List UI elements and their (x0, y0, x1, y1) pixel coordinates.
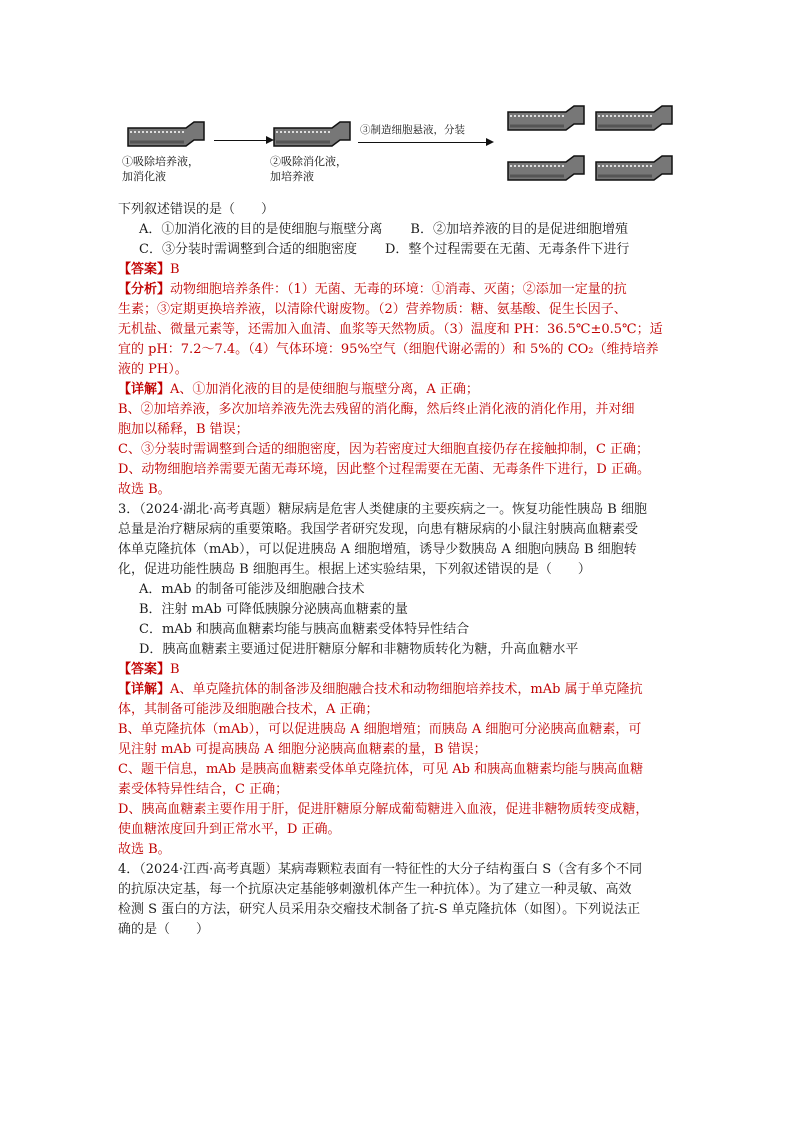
q3-detail-line: C、题干信息，mAb 是胰高血糖素受体单克隆抗体，可见 Ab 和胰高血糖素均能与胰高血糖 (118, 762, 644, 777)
q2-options-row2 (118, 240, 678, 260)
q2-options-row1 (118, 220, 678, 240)
q4-stem-line: 的抗原决定基，每一个抗原决定基能够刺激机体产生一种抗体）。为了建立一种灵敏、高效 (118, 882, 632, 897)
step2-label: ②吸除消化液， 加培养液 (270, 155, 347, 183)
step3-label: ③制造细胞悬液，分装 (360, 124, 465, 136)
culture-flask-icon (504, 102, 588, 132)
q2-detail-line: 胞加以稀释，B 错误； (118, 422, 249, 437)
q2-analysis-line: 宜的 pH：7.2～7.4。（4）气体环境：95%空气（细胞代谢必需的）和 5%的 CO₂（维持培养 (118, 342, 659, 357)
cell-culture-figure (118, 96, 678, 192)
q3-stem-line: 化，促进功能性胰岛 B 细胞再生。根据上述实验结果，下列叙述错误的是（ ） (118, 562, 591, 577)
q2-option-d: D．整个过程需要在无菌、无毒条件下进行 (384, 242, 630, 257)
q2-stem: 下列叙述错误的是（ ） (118, 202, 275, 217)
q2-detail-line: 故选 B。 (118, 482, 171, 497)
q2-analysis-line: 【分析】动物细胞培养条件：（1）无菌、无毒的环境：①消毒、灭菌；②添加一定量的抗 (118, 282, 627, 297)
arrow-icon (358, 142, 492, 143)
q3-detail-line: 见注射 mAb 可提高胰岛 A 细胞分泌胰高血糖素的量，B 错误； (118, 742, 487, 757)
step1-label: ①吸除培养液， 加消化液 (122, 155, 199, 183)
q4-stem-line: 检测 S 蛋白的方法，研究人员采用杂交瘤技术制备了抗-S 单克隆抗体（如图）。下列说法正 (118, 902, 641, 917)
q3-option-d: D．胰高血糖素主要通过促进肝糖原分解和非糖物质转化为糖，升高血糖水平 (139, 642, 579, 657)
q2-analysis-line: 生素；③定期更换培养液，以清除代谢废物。（2）营养物质：糖、氨基酸、促生长因子、 (118, 302, 627, 317)
q3-detail-line: 素受体特异性结合，C 正确； (118, 782, 289, 797)
q3-answer: 【答案】B (118, 662, 180, 677)
q2-detail-line: D、动物细胞培养需要无菌无毒环境，因此整个过程需要在无菌、无毒条件下进行，D 正确。 (118, 462, 650, 477)
culture-flask-icon (592, 102, 676, 132)
document-page (118, 96, 678, 940)
q3-option-b: B．注射 mAb 可降低胰腺分泌胰高血糖素的量 (139, 602, 408, 617)
q3-detail-line: 体，其制备可能涉及细胞融合技术，A 正确； (118, 702, 379, 717)
q2-detail-line: B、②加培养液，多次加培养液先洗去残留的消化酶，然后终止消化液的消化作用，并对细 (118, 402, 635, 417)
q2-option-c: C．③分装时需调整到合适的细胞密度 (139, 242, 357, 257)
q3-detail-line: 【详解】A、单克隆抗体的制备涉及细胞融合技术和动物细胞培养技术，mAb 属于单克隆抗 (118, 682, 643, 697)
q4-stem-line: 确的是（ ） (118, 922, 210, 937)
q3-stem-line: 总量是治疗糖尿病的重要策略。我国学者研究发现，向患有糖尿病的小鼠注射胰高血糖素受 (118, 522, 639, 537)
q3-detail-line: B、单克隆抗体（mAb），可以促进胰岛 A 细胞增殖；而胰岛 A 细胞可分泌胰高血糖素，可 (118, 722, 642, 737)
q3-option-c: C．mAb 和胰高血糖素均能与胰高血糖素受体特异性结合 (139, 622, 470, 637)
culture-flask-icon (270, 118, 354, 148)
q2-answer: 【答案】B (118, 262, 180, 277)
q2-analysis-line: 无机盐、微量元素等，还需加入血清、血浆等天然物质。（3）温度和 PH：36.5℃±0.5℃；适 (118, 322, 663, 337)
q3-detail-line: 使血糖浓度回升到正常水平，D 正确。 (118, 822, 341, 837)
q2-option-b: B．②加培养液的目的是促进细胞增殖 (410, 222, 628, 237)
q4-stem-line: 4．（2024·江西·高考真题）某病毒颗粒表面有一特征性的大分子结构蛋白 S（含有多个不同 (118, 862, 643, 877)
q2-option-a: A．①加消化液的目的是使细胞与瓶壁分离 (139, 222, 383, 237)
culture-flask-icon (504, 152, 588, 182)
q3-detail-line: 故选 B。 (118, 842, 171, 857)
q3-detail-line: D、胰高血糖素主要作用于肝，促进肝糖原分解成葡萄糖进入血液，促进非糖物质转变成糖， (118, 802, 649, 817)
arrow-icon (214, 140, 272, 141)
q2-detail-line: C、③分装时需调整到合适的细胞密度，因为若密度过大细胞直接仍存在接触抑制，C 正确； (118, 442, 650, 457)
q2-detail-line: 【详解】A、①加消化液的目的是使细胞与瓶壁分离，A 正确； (118, 382, 479, 397)
culture-flask-icon (124, 118, 208, 148)
q3-stem-line: 3．（2024·湖北·高考真题）糖尿病是危害人类健康的主要疾病之一。恢复功能性胰岛 B 细胞 (118, 502, 647, 517)
q3-stem-line: 体单克隆抗体（mAb），可以促进胰岛 A 细胞增殖，诱导少数胰岛 A 细胞向胰岛 B 细胞转 (118, 542, 637, 557)
q2-analysis-line: 液的 PH）。 (118, 362, 188, 377)
q3-option-a: A．mAb 的制备可能涉及细胞融合技术 (139, 582, 365, 597)
culture-flask-icon (592, 152, 676, 182)
